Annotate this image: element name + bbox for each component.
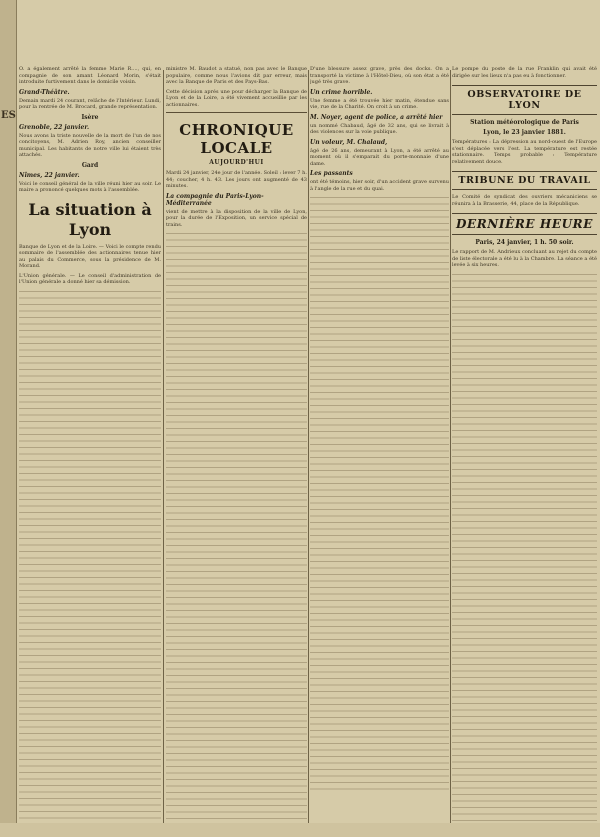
body-text-lines <box>166 231 307 831</box>
article-paragraph: Voici le conseil général de la ville réuni hier au soir. Le maire a prononcé quelques mots à l'assemblée. <box>19 180 161 193</box>
article-paragraph: Nous avons la triste nouvelle de la mort de l'un de nos concitoyens, M. Adrien Roy, ancien conseiller municipal. Les habitants de notre ville lui étaient très attachés. <box>19 132 161 158</box>
article-paragraph: Mardi 24 janvier, 24e jour de l'année. Soleil : lever 7 h. 44; coucher, 4 h. 43. Les jours ont augmenté de 43 minutes. <box>166 170 307 189</box>
column-2 <box>166 66 307 831</box>
article-paragraph: un nommé Chabaud, âgé de 32 ans, qui se livrait à des violences sur la voie publique. <box>310 122 449 135</box>
article-paragraph: Températures : La dépression au nord-ouest de l'Europe s'est déplacée vers l'est. La température est restée stationnaire. Temps probable : Température relativement douce. <box>452 139 597 165</box>
section-heading: Grenoble, 22 janvier. <box>19 123 90 131</box>
article-paragraph: vient de mettre à la disposition de la ville de Lyon, pour la durée de l'Exposition, un service spécial de trains. <box>166 208 307 228</box>
column-divider <box>308 70 309 831</box>
region-heading: Gard <box>81 161 99 169</box>
article-paragraph: âgé de 26 ans, demeurant à Lyon, a été arrêté au moment où il s'emparait du porte-monnaie d'une dame. <box>310 147 449 167</box>
observatory-subheading: Station météorologique de Paris <box>470 119 579 126</box>
body-text-lines <box>310 195 449 795</box>
section-heading: Les passants <box>310 170 353 177</box>
section-heading: La compagnie du Paris-Lyon-Méditerranée <box>166 192 264 207</box>
article-paragraph: L'Union générale. — Le conseil d'administration de l'Union générale a donné hier sa démission. <box>19 272 161 285</box>
observatory-heading: OBSERVATOIRE DE LYON <box>452 85 597 115</box>
page-bottom-edge <box>0 823 600 837</box>
article-paragraph: Le Comité de syndicat des ouvriers mécaniciens se réunira à la Brasserie, 44, place de la République. <box>452 194 597 207</box>
article-paragraph: Le rapport de M. Andrieux concluant au rejet du compte de liste électorale a été lu à la Chambre. La séance a été levée à six heures. <box>452 249 597 268</box>
column-1 <box>19 66 161 831</box>
column-divider <box>163 70 164 831</box>
section-heading: Grand-Théâtre. <box>19 88 70 96</box>
left-margin-letters: ES <box>1 110 16 121</box>
section-heading: Un crime horrible. <box>310 88 373 96</box>
column-divider <box>450 70 451 831</box>
observatory-date: Lyon, le 23 janvier 1881. <box>483 129 566 136</box>
article-paragraph: Une femme a été trouvée hier matin, étendue sans vie, rue de la Charité. On croit à un crime. <box>310 97 449 110</box>
article-paragraph: ministre M. Baudot a statué, non pas avec le Banque populaire, comme nous l'avions dit par erreur, mais avec la Banque de Paris et des Pays-Bas. <box>166 66 307 85</box>
section-subheading: AUJOURD'HUI <box>209 159 264 166</box>
article-paragraph: ont été témoins, hier soir, d'un accident grave survenu à l'angle de la rue et du quai. <box>310 179 449 192</box>
column-4 <box>452 66 597 831</box>
article-paragraph: D'une blessure assez grave, près des docks. On a transporté la victime à l'Hôtel-Dieu, où son état a été jugé très grave. <box>310 66 449 85</box>
derniere-heure-heading: DERNIÈRE HEURE <box>452 213 597 235</box>
section-heading: M. Noyer, agent de police, a arrêté hier <box>310 113 443 121</box>
section-heading: Un voleur, M. Chalaud, <box>310 138 388 146</box>
article-title: La situation à Lyon <box>28 199 152 239</box>
left-margin-strip <box>0 0 17 837</box>
article-paragraph: Banque de Lyon et de la Loire. — Voici le compte rendu sommaire de l'assemblée des actionnaires tenue hier au palais du Commerce, sous la présidence de M. Morand. <box>19 243 161 269</box>
tribune-heading: TRIBUNE DU TRAVAIL <box>452 171 597 190</box>
section-heading: Nîmes, 22 janvier. <box>19 171 80 179</box>
body-text-lines <box>19 289 161 832</box>
divider <box>166 112 307 113</box>
section-banner: CHRONIQUE LOCALE <box>179 121 294 157</box>
region-heading: Isère <box>81 113 99 121</box>
body-text-lines <box>452 272 597 832</box>
article-paragraph: Demain mardi 24 courant, relâche de l'Intérieur. Lundi, pour la rentrée de M. Brocard, grande représentation. <box>19 97 161 110</box>
column-3 <box>310 66 449 831</box>
derniere-heure-subheading: Paris, 24 janvier, 1 h. 50 soir. <box>475 239 574 246</box>
article-paragraph: Cette décision aprés une pour décharger la Banque de Lyon et de la Loire, a été vivement accueillie par les actionnaires. <box>166 88 307 108</box>
article-paragraph: O. a également arrêté la femme Marie R...., qui, en compagnie de son amant Léonard Morin, s'était introduite furtivement dans le domicile voisin. <box>19 66 161 85</box>
article-paragraph: Le pompe du poste de la rue Franklin qui avait été dirigée sur les lieux n'a pas eu à fonctionner. <box>452 66 597 79</box>
